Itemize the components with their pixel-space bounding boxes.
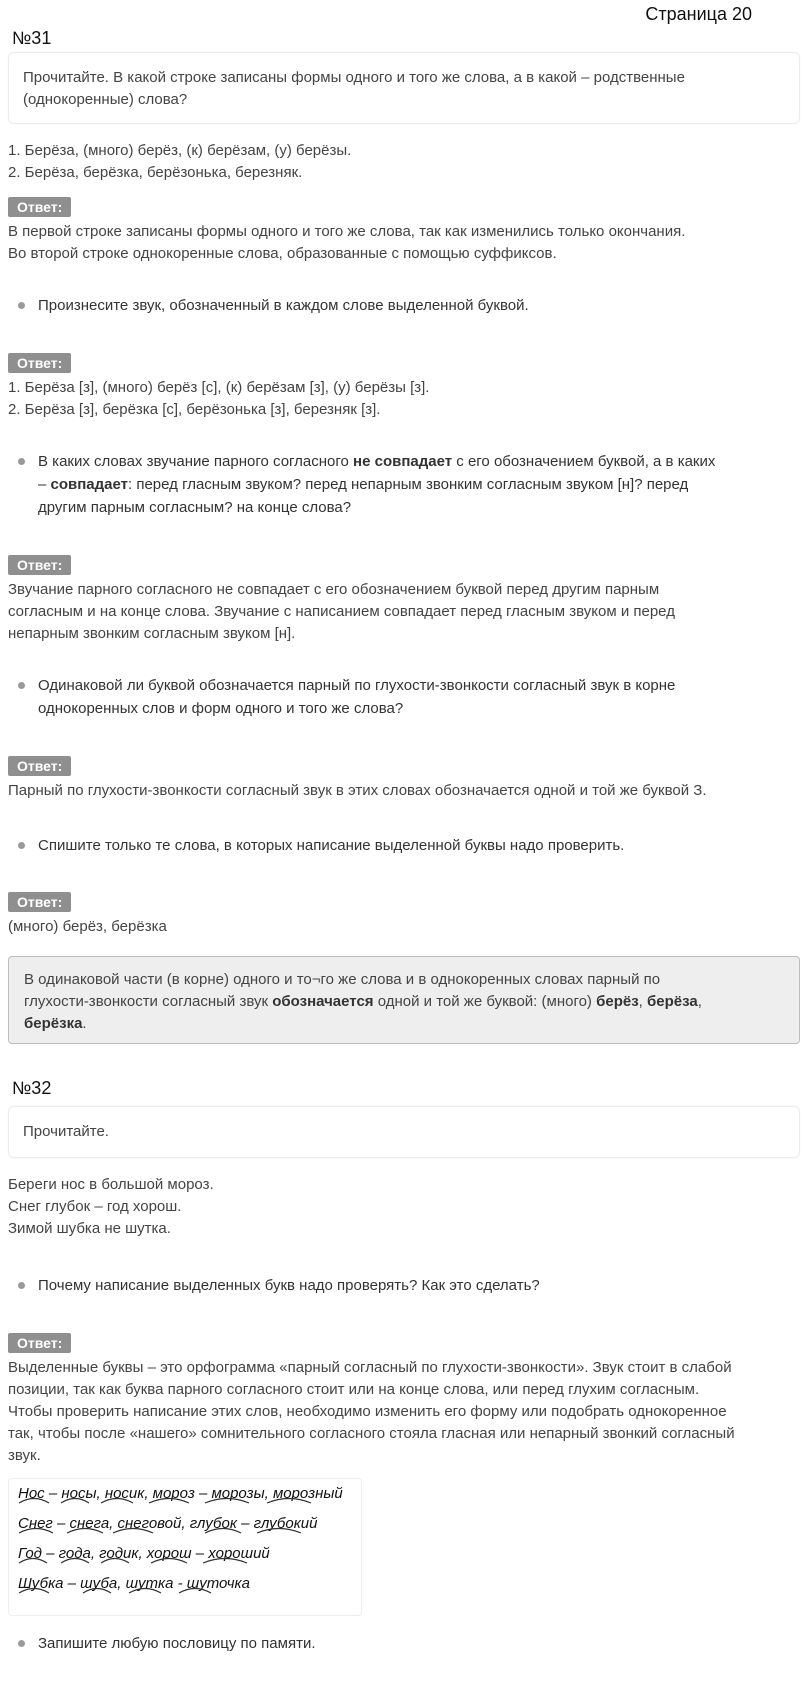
q-part: В каких словах звучание парного согласного <box>38 453 354 470</box>
proverbs <box>8 1174 800 1240</box>
q-part: с его обозначением буквой, а в каких <box>452 453 716 470</box>
note-word: берёзка <box>24 1015 83 1032</box>
question-32-2 <box>18 1632 788 1655</box>
proverb: Зимой шубка не шутка. <box>8 1220 171 1237</box>
page-label: Страница 20 <box>645 4 752 24</box>
bullet-icon <box>18 302 25 309</box>
root-arcs-icon <box>9 1479 361 1615</box>
question-32-1 <box>18 1274 788 1297</box>
answer-badge: Ответ: <box>8 756 71 776</box>
task-31-number: №31 <box>12 28 52 48</box>
task-31-rows <box>8 140 800 184</box>
question-text: Запишите любую пословицу по памяти. <box>38 1635 316 1652</box>
note-word: берёз <box>596 993 639 1010</box>
question-2 <box>18 294 788 317</box>
proverb: Снег глубок – год хорош. <box>8 1198 182 1215</box>
answer-badge: Ответ: <box>8 892 71 912</box>
answer-line: Выделенные буквы – это орфограмма «парный согласный по глухости-звонкости». Звук стоит в слабой <box>8 1359 732 1376</box>
task-32-number: №32 <box>12 1078 52 1098</box>
question-5 <box>18 834 788 857</box>
handwritten-words-image <box>8 1478 362 1616</box>
question-text: Произнесите звук, обозначенный в каждом слове выделенной буквой. <box>38 297 529 314</box>
note-part: одной и той же буквой: (много) <box>373 993 597 1010</box>
answer-badge: Ответ: <box>8 1333 71 1353</box>
word-line: Нос – носы, носик, мороз – морозы, морозный <box>18 1485 343 1502</box>
answer-5: (много) берёз, берёзка <box>8 918 167 935</box>
question-text: Спишите только те слова, в которых написание выделенной буквы надо проверить. <box>38 837 625 854</box>
note-word: берёза <box>647 993 698 1010</box>
answer-line: позиции, так как буква парного согласного стоит или на конце слова, или перед глухим согласным. <box>8 1381 700 1398</box>
answer-3 <box>8 579 800 645</box>
answer-line: 2. Берёза [з], берёзка [с], берёзонька [з], березняк [з]. <box>8 401 381 418</box>
question-3 <box>18 450 788 519</box>
word-line: Шубка – шуба, шутка - шуточка <box>18 1575 250 1592</box>
q-part: : перед гласным звуком? перед непарным звонким согласным звуком [н]? перед <box>128 476 689 493</box>
question-text: Одинаковой ли буквой обозначается парный по глухости-звонкости согласный звук в корне <box>38 677 676 694</box>
q-bold: не совпадает <box>353 453 453 470</box>
prompt-line: (однокоренные) слова? <box>23 91 188 108</box>
rule-note <box>8 956 800 1044</box>
note-sep: , <box>697 993 702 1010</box>
answer-line: звук. <box>8 1447 41 1464</box>
answer-2 <box>8 377 800 421</box>
answer-32-1 <box>8 1357 800 1467</box>
question-text: однокоренных слов и форм одного и того же слова? <box>38 700 404 717</box>
prompt-line: Прочитайте. В какой строке записаны формы одного и того же слова, а в какой – родственные <box>23 69 685 86</box>
answer-badge: Ответ: <box>8 555 71 575</box>
bullet-icon <box>18 458 25 465</box>
question-4 <box>18 674 788 720</box>
q-part: другим парным согласным? на конце слова? <box>38 499 352 516</box>
answer-1 <box>8 221 800 265</box>
bullet-icon <box>18 1282 25 1289</box>
bullet-icon <box>18 842 25 849</box>
q-bold: совпадает <box>50 476 128 493</box>
bullet-icon <box>18 1640 25 1647</box>
word-line: Год – года, годик, хорош – хороший <box>18 1545 270 1562</box>
answer-4: Парный по глухости-звонкости согласный звук в этих словах обозначается одной и той же буквой З. <box>8 782 707 799</box>
word-line: Снег – снега, снеговой, глубок – глубокий <box>18 1515 318 1532</box>
note-part: глухости-звонкости согласный звук <box>24 993 273 1010</box>
row-2: 2. Берёза, берёзка, берёзонька, березняк. <box>8 164 303 181</box>
prompt-line: Прочитайте. <box>23 1123 109 1140</box>
note-sep: . <box>82 1015 87 1032</box>
answer-badge: Ответ: <box>8 353 71 373</box>
answer-line: Звучание парного согласного не совпадает с его обозначением буквой перед другим парным <box>8 581 660 598</box>
answer-line: Чтобы проверить написание этих слов, необходимо изменить его форму или подобрать однокоренное <box>8 1403 727 1420</box>
answer-line: непарным звонким согласным звуком [н]. <box>8 625 296 642</box>
answer-line: так, чтобы после «нашего» сомнительного согласного стояла гласная или непарный звонкий согласный <box>8 1425 735 1442</box>
answer-line: Во второй строке однокоренные слова, образованные с помощью суффиксов. <box>8 245 557 262</box>
question-text: Почему написание выделенных букв надо проверять? Как это сделать? <box>38 1277 540 1294</box>
note-bold: обозначается <box>272 993 374 1010</box>
q-part: – <box>38 476 51 493</box>
task-31-prompt-card <box>8 52 800 124</box>
answer-line: 1. Берёза [з], (много) берёз [с], (к) берёзам [з], (у) берёзы [з]. <box>8 379 430 396</box>
task-32-prompt-card <box>8 1106 800 1158</box>
note-line: В одинаковой части (в корне) одного и то¬го же слова и в однокоренных словах парный по <box>24 971 661 988</box>
answer-line: В первой строке записаны формы одного и того же слова, так как изменились только окончания. <box>8 223 686 240</box>
bullet-icon <box>18 682 25 689</box>
answer-line: согласным и на конце слова. Звучание с написанием совпадает перед гласным звуком и перед <box>8 603 675 620</box>
proverb: Береги нос в большой мороз. <box>8 1176 214 1193</box>
row-1: 1. Берёза, (много) берёз, (к) берёзам, (у) берёзы. <box>8 142 352 159</box>
note-sep: , <box>638 993 648 1010</box>
answer-badge: Ответ: <box>8 197 71 217</box>
